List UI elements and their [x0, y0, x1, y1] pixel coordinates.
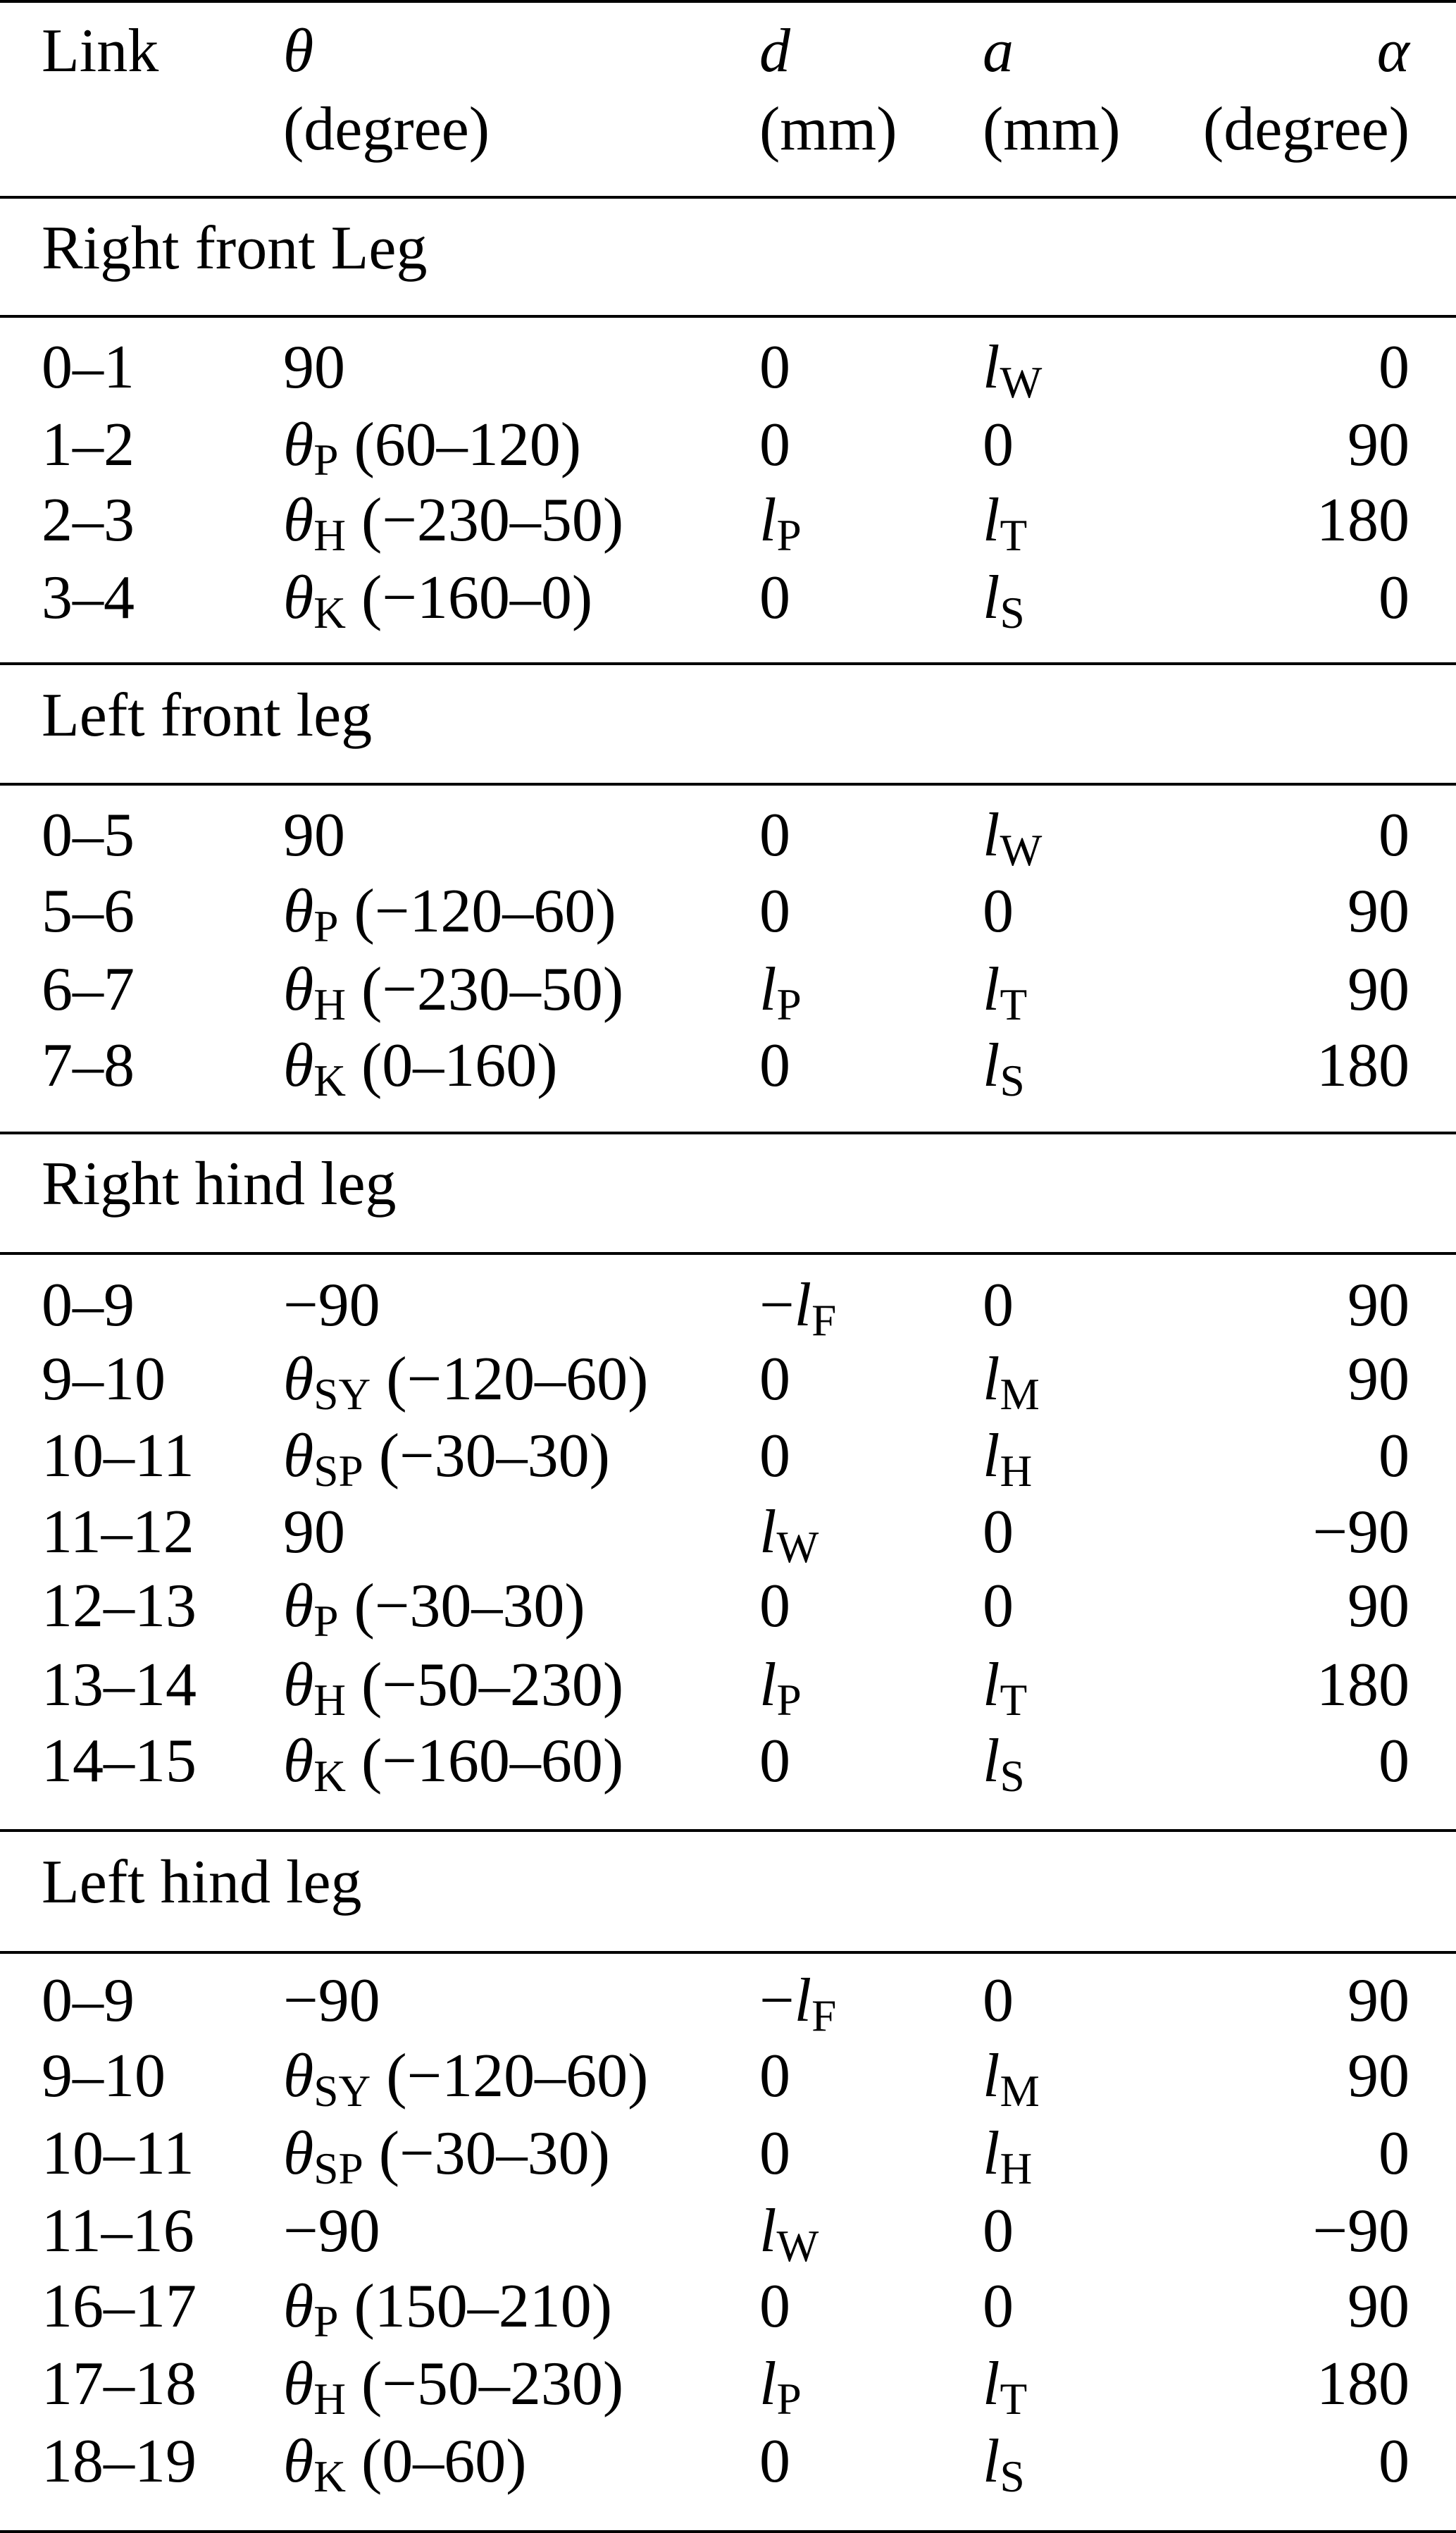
a-symbol: l — [983, 1727, 1000, 1795]
theta-range: 90 — [283, 1498, 345, 1566]
theta-symbol: θ — [283, 1727, 314, 1795]
cell-alpha: 90 — [1348, 877, 1410, 946]
cell-d — [759, 801, 790, 869]
d-subscript: W — [776, 1522, 819, 1572]
a-value: 0 — [983, 1572, 1014, 1640]
cell-theta — [283, 1967, 380, 2035]
section-end-rule — [0, 1132, 1456, 1134]
d-value: 0 — [759, 2272, 790, 2341]
theta-subscript: K — [313, 588, 346, 638]
d-symbol: l — [759, 2197, 777, 2265]
top-rule — [0, 0, 1456, 3]
theta-symbol: θ — [283, 2350, 314, 2418]
cell-link: 10–11 — [42, 1422, 194, 1490]
cell-d — [759, 1345, 790, 1413]
cell-link: 11–12 — [42, 1498, 194, 1566]
theta-range: (−230–50) — [346, 486, 624, 555]
cell-alpha: 0 — [1379, 801, 1410, 869]
cell-d — [759, 2350, 802, 2424]
theta-symbol: θ — [283, 2272, 314, 2341]
theta-symbol: θ — [283, 2427, 314, 2496]
cell-alpha: 90 — [1348, 2272, 1410, 2341]
a-subscript: S — [1000, 1751, 1025, 1801]
theta-range: (−160–0) — [346, 564, 593, 632]
theta-range: (−160–60) — [346, 1727, 624, 1795]
header-d: d — [759, 17, 790, 85]
cell-d — [759, 2197, 819, 2271]
theta-range: (−120–60) — [338, 877, 616, 946]
a-symbol: l — [983, 801, 1000, 869]
theta-symbol: θ — [283, 1572, 314, 1640]
theta-symbol: θ — [283, 2119, 314, 2188]
cell-link: 9–10 — [42, 1345, 166, 1413]
cell-a — [983, 1422, 1033, 1496]
a-subscript: S — [1000, 588, 1025, 638]
cell-a — [983, 2272, 1014, 2341]
header-d-unit: (mm) — [759, 95, 897, 163]
cell-link: 10–11 — [42, 2119, 194, 2188]
cell-a — [983, 2427, 1025, 2501]
d-symbol: l — [794, 1271, 812, 1339]
a-subscript: T — [1000, 510, 1028, 560]
theta-range: (0–60) — [346, 2427, 527, 2496]
theta-symbol: θ — [283, 2042, 314, 2110]
a-symbol: l — [983, 1032, 1000, 1100]
cell-alpha: 0 — [1379, 1727, 1410, 1795]
theta-range: 90 — [283, 333, 345, 402]
a-value: 0 — [983, 1967, 1014, 2035]
d-subscript: P — [776, 979, 802, 1029]
cell-d — [759, 1572, 790, 1640]
cell-theta — [283, 486, 624, 560]
theta-subscript: P — [313, 2296, 339, 2346]
cell-link: 5–6 — [42, 877, 135, 946]
theta-range: (60–120) — [338, 411, 582, 479]
a-value: 0 — [983, 1271, 1014, 1339]
cell-link: 17–18 — [42, 2350, 197, 2418]
d-value: 0 — [759, 411, 790, 479]
cell-d — [759, 1651, 802, 1725]
cell-d — [759, 2427, 790, 2496]
cell-link: 14–15 — [42, 1727, 197, 1795]
theta-symbol: θ — [283, 955, 314, 1024]
cell-link: 18–19 — [42, 2427, 197, 2496]
cell-link: 0–1 — [42, 333, 135, 402]
theta-range: (−30–30) — [338, 1572, 585, 1640]
section-end-rule — [0, 1829, 1456, 1832]
a-symbol: l — [983, 564, 1000, 632]
a-symbol: l — [983, 2119, 1000, 2188]
cell-a — [983, 333, 1043, 407]
theta-subscript: P — [313, 435, 339, 485]
d-subscript: P — [776, 2374, 802, 2424]
header-theta: θ — [283, 17, 314, 85]
cell-d — [759, 955, 802, 1029]
d-value: 0 — [759, 1572, 790, 1640]
cell-alpha: 0 — [1379, 2427, 1410, 2496]
cell-link: 0–9 — [42, 1967, 135, 2035]
a-value: 0 — [983, 1498, 1014, 1566]
a-subscript: M — [1000, 2066, 1040, 2116]
theta-range: 90 — [283, 801, 345, 869]
cell-theta — [283, 2119, 610, 2193]
cell-theta — [283, 2427, 527, 2501]
cell-alpha: 0 — [1379, 2119, 1410, 2188]
cell-a — [983, 1727, 1025, 1801]
d-subscript: P — [776, 1675, 802, 1725]
a-value: 0 — [983, 877, 1014, 946]
d-symbol: l — [759, 486, 777, 555]
cell-theta — [283, 2350, 624, 2424]
a-subscript: H — [1000, 2143, 1033, 2193]
cell-link: 3–4 — [42, 564, 135, 632]
d-value: 0 — [759, 1345, 790, 1413]
theta-range: (−120–60) — [371, 1345, 649, 1413]
cell-d — [759, 564, 790, 632]
a-symbol: l — [983, 333, 1000, 402]
cell-alpha: 180 — [1317, 1651, 1410, 1719]
header-theta-unit: (degree) — [283, 95, 490, 163]
theta-symbol: θ — [283, 411, 314, 479]
d-value: 0 — [759, 1032, 790, 1100]
cell-link: 9–10 — [42, 2042, 166, 2110]
d-prefix: − — [759, 1271, 795, 1339]
theta-range: (−50–230) — [346, 1651, 624, 1719]
d-value: 0 — [759, 2427, 790, 2496]
header-a-unit: (mm) — [983, 95, 1121, 163]
cell-d — [759, 2119, 790, 2188]
theta-range: (−230–50) — [346, 955, 624, 1024]
section-rule — [0, 1252, 1456, 1255]
section-title: Right front Leg — [42, 214, 428, 283]
cell-d — [759, 1967, 837, 2040]
cell-theta — [283, 1651, 624, 1725]
cell-d — [759, 1271, 837, 1345]
cell-theta — [283, 1345, 649, 1419]
theta-range: −90 — [283, 2197, 380, 2265]
d-symbol: l — [759, 1498, 777, 1566]
d-value: 0 — [759, 801, 790, 869]
cell-a — [983, 1572, 1014, 1640]
d-symbol: l — [759, 2350, 777, 2418]
cell-a — [983, 1345, 1040, 1419]
cell-d — [759, 333, 790, 402]
cell-link: 2–3 — [42, 486, 135, 555]
section-title: Right hind leg — [42, 1150, 397, 1218]
a-symbol: l — [983, 955, 1000, 1024]
a-symbol: l — [983, 2042, 1000, 2110]
d-subscript: W — [776, 2221, 819, 2271]
cell-alpha: 90 — [1348, 1572, 1410, 1640]
cell-theta — [283, 333, 345, 402]
cell-link: 13–14 — [42, 1651, 197, 1719]
cell-a — [983, 2119, 1033, 2193]
bottom-rule — [0, 2530, 1456, 2533]
a-subscript: T — [1000, 2374, 1028, 2424]
theta-subscript: SP — [313, 2143, 363, 2193]
cell-link: 1–2 — [42, 411, 135, 479]
cell-theta — [283, 955, 624, 1029]
theta-subscript: P — [313, 901, 339, 951]
d-symbol: l — [794, 1967, 812, 2035]
cell-alpha: 90 — [1348, 1271, 1410, 1339]
cell-d — [759, 1422, 790, 1490]
d-value: 0 — [759, 1727, 790, 1795]
d-value: 0 — [759, 1422, 790, 1490]
a-symbol: l — [983, 1422, 1000, 1490]
cell-a — [983, 2042, 1040, 2116]
a-subscript: T — [1000, 979, 1028, 1029]
theta-symbol: θ — [283, 1032, 314, 1100]
theta-subscript: H — [313, 979, 346, 1029]
theta-subscript: H — [313, 510, 346, 560]
section-rule — [0, 783, 1456, 786]
a-symbol: l — [983, 2427, 1000, 2496]
cell-theta — [283, 1498, 345, 1566]
a-subscript: M — [1000, 1369, 1040, 1419]
theta-range: (0–160) — [346, 1032, 558, 1100]
cell-a — [983, 1967, 1014, 2035]
cell-alpha: 180 — [1317, 2350, 1410, 2418]
theta-range: (−50–230) — [346, 2350, 624, 2418]
cell-a — [983, 486, 1028, 560]
cell-a — [983, 2350, 1028, 2424]
theta-range: (−120–60) — [371, 2042, 649, 2110]
theta-symbol: θ — [283, 486, 314, 555]
d-subscript: F — [811, 1295, 837, 1345]
cell-alpha: 90 — [1348, 411, 1410, 479]
theta-subscript: H — [313, 1675, 346, 1725]
a-value: 0 — [983, 411, 1014, 479]
section-rule — [0, 315, 1456, 318]
cell-a — [983, 1271, 1014, 1339]
cell-alpha: −90 — [1312, 1498, 1410, 1566]
d-subscript: P — [776, 510, 802, 560]
header-alpha: α — [1376, 17, 1410, 85]
cell-link: 7–8 — [42, 1032, 135, 1100]
cell-theta — [283, 1271, 380, 1339]
d-value: 0 — [759, 564, 790, 632]
a-subscript: W — [1000, 357, 1043, 407]
cell-theta — [283, 2197, 380, 2265]
cell-theta — [283, 1572, 585, 1646]
cell-a — [983, 801, 1043, 875]
cell-theta — [283, 801, 345, 869]
theta-subscript: P — [313, 1596, 339, 1646]
cell-theta — [283, 564, 593, 638]
cell-a — [983, 877, 1014, 946]
section-end-rule — [0, 662, 1456, 665]
d-value: 0 — [759, 877, 790, 946]
cell-theta — [283, 1727, 624, 1801]
theta-symbol: θ — [283, 564, 314, 632]
a-subscript: S — [1000, 1055, 1025, 1106]
a-subscript: S — [1000, 2451, 1025, 2501]
section-title: Left front leg — [42, 681, 373, 750]
a-subscript: W — [1000, 825, 1043, 875]
d-symbol: l — [759, 955, 777, 1024]
theta-symbol: θ — [283, 1651, 314, 1719]
theta-range: −90 — [283, 1967, 380, 2035]
cell-alpha: 90 — [1348, 1345, 1410, 1413]
cell-theta — [283, 2042, 649, 2116]
cell-a — [983, 1032, 1025, 1106]
theta-range: −90 — [283, 1271, 380, 1339]
a-value: 0 — [983, 2272, 1014, 2341]
cell-link: 6–7 — [42, 955, 135, 1024]
theta-subscript: K — [313, 2451, 346, 2501]
theta-range: (150–210) — [338, 2272, 613, 2341]
cell-alpha: 90 — [1348, 955, 1410, 1024]
cell-alpha: 180 — [1317, 1032, 1410, 1100]
cell-link: 16–17 — [42, 2272, 197, 2341]
cell-link: 11–16 — [42, 2197, 194, 2265]
d-prefix: − — [759, 1967, 795, 2035]
theta-subscript: SY — [313, 2066, 371, 2116]
header-a: a — [983, 17, 1014, 85]
cell-alpha: 90 — [1348, 1967, 1410, 2035]
header-rule — [0, 196, 1456, 199]
cell-a — [983, 2197, 1014, 2265]
d-value: 0 — [759, 2119, 790, 2188]
a-symbol: l — [983, 1345, 1000, 1413]
cell-alpha: 0 — [1379, 333, 1410, 402]
cell-alpha: 0 — [1379, 1422, 1410, 1490]
cell-a — [983, 411, 1014, 479]
a-value: 0 — [983, 2197, 1014, 2265]
cell-d — [759, 1498, 819, 1572]
cell-alpha: −90 — [1312, 2197, 1410, 2265]
cell-d — [759, 2272, 790, 2341]
cell-d — [759, 1032, 790, 1100]
theta-symbol: θ — [283, 877, 314, 946]
d-value: 0 — [759, 333, 790, 402]
cell-d — [759, 486, 802, 560]
section-rule — [0, 1951, 1456, 1954]
cell-theta — [283, 1422, 610, 1496]
cell-a — [983, 1498, 1014, 1566]
a-symbol: l — [983, 486, 1000, 555]
cell-a — [983, 955, 1028, 1029]
cell-d — [759, 411, 790, 479]
d-symbol: l — [759, 1651, 777, 1719]
cell-link: 12–13 — [42, 1572, 197, 1640]
d-value: 0 — [759, 2042, 790, 2110]
cell-link: 0–9 — [42, 1271, 135, 1339]
theta-subscript: K — [313, 1751, 346, 1801]
theta-range: (−30–30) — [363, 1422, 610, 1490]
cell-alpha: 0 — [1379, 564, 1410, 632]
cell-alpha: 90 — [1348, 2042, 1410, 2110]
a-symbol: l — [983, 1651, 1000, 1719]
theta-subscript: SP — [313, 1446, 363, 1496]
theta-subscript: K — [313, 1055, 346, 1106]
cell-d — [759, 877, 790, 946]
section-title: Left hind leg — [42, 1848, 362, 1916]
cell-a — [983, 1651, 1028, 1725]
header-alpha-unit: (degree) — [1202, 95, 1410, 163]
cell-theta — [283, 2272, 613, 2346]
header-link: Link — [42, 17, 159, 85]
cell-theta — [283, 877, 616, 951]
cell-a — [983, 564, 1025, 638]
cell-theta — [283, 411, 582, 485]
a-subscript: T — [1000, 1675, 1028, 1725]
theta-range: (−30–30) — [363, 2119, 610, 2188]
cell-theta — [283, 1032, 558, 1106]
cell-d — [759, 1727, 790, 1795]
a-symbol: l — [983, 2350, 1000, 2418]
theta-symbol: θ — [283, 1345, 314, 1413]
theta-subscript: H — [313, 2374, 346, 2424]
theta-subscript: SY — [313, 1369, 371, 1419]
theta-symbol: θ — [283, 1422, 314, 1490]
cell-link: 0–5 — [42, 801, 135, 869]
cell-d — [759, 2042, 790, 2110]
cell-alpha: 180 — [1317, 486, 1410, 555]
d-subscript: F — [811, 1990, 837, 2040]
a-subscript: H — [1000, 1446, 1033, 1496]
